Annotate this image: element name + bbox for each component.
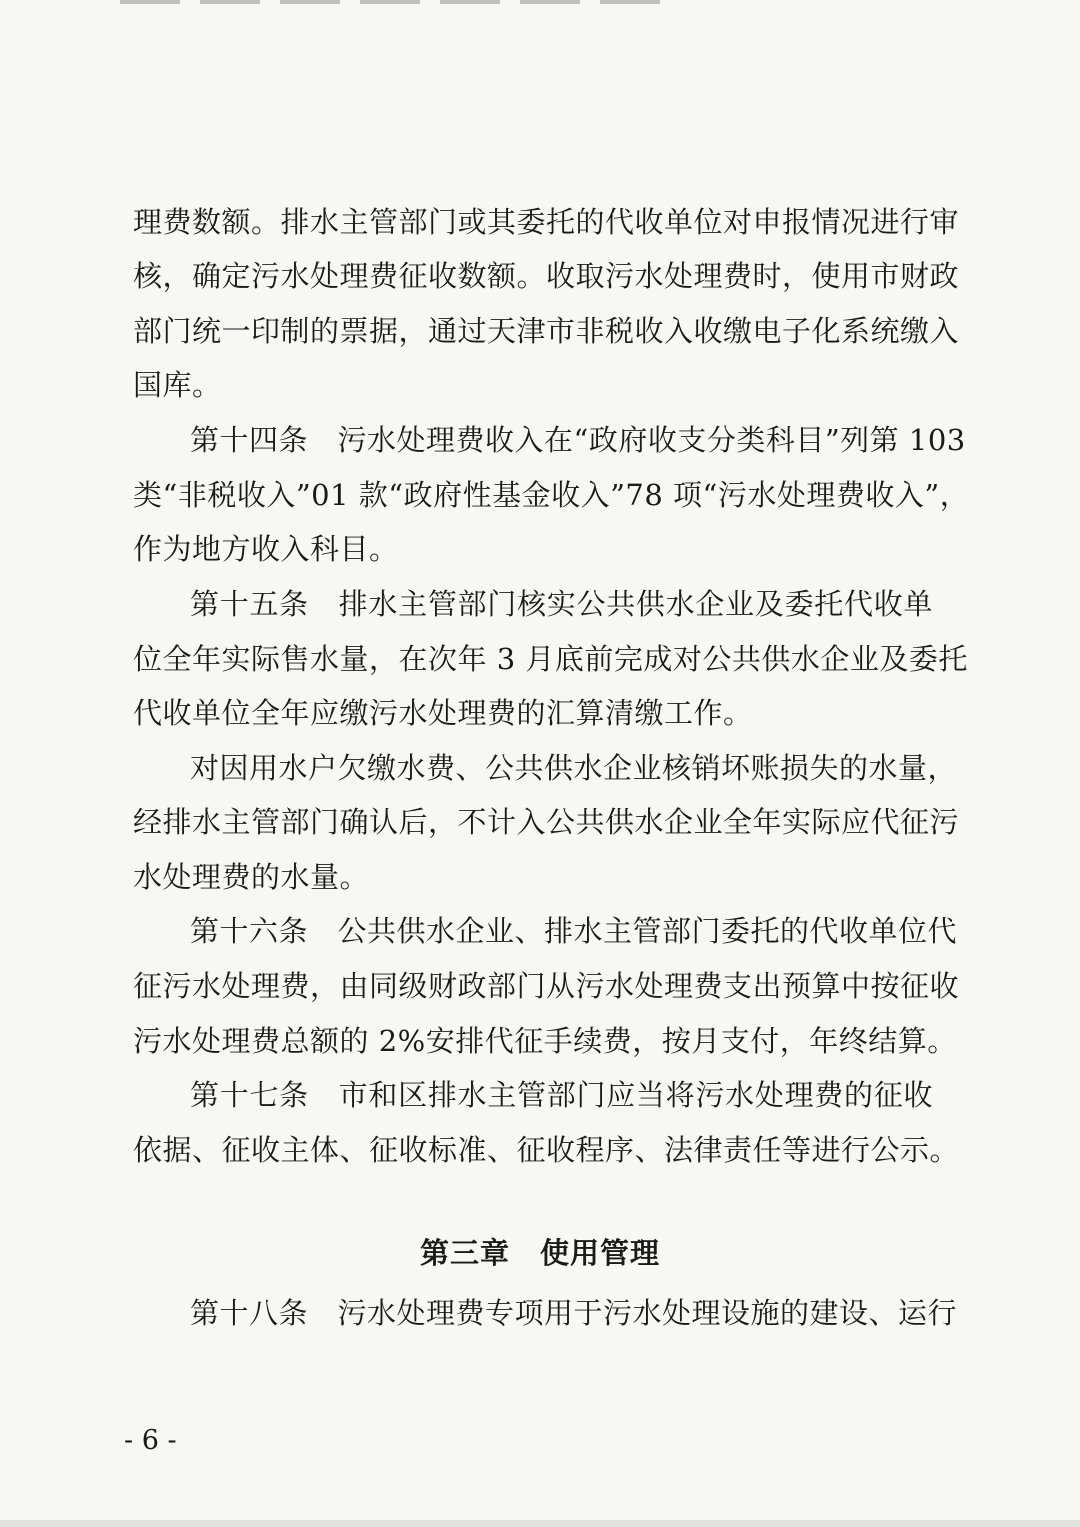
- article-17-line-1: 第十七条 市和区排水主管部门应当将污水处理费的征收: [190, 1078, 933, 1112]
- scan-edge-mark: [120, 0, 680, 4]
- article-16-line-2: 征污水处理费，由同级财政部门从污水处理费支出预算中按征收: [133, 969, 960, 1003]
- article-17-line-2: 依据、征收主体、征收标准、征收程序、法律责任等进行公示。: [133, 1133, 960, 1167]
- article-16-line-1: 第十六条 公共供水企业、排水主管部门委托的代收单位代: [190, 914, 958, 948]
- text-line-1: 理费数额。排水主管部门或其委托的代收单位对申报情况进行审: [133, 205, 960, 239]
- chapter-heading: 第三章 使用管理: [419, 1236, 660, 1270]
- text-line-2: 核，确定污水处理费征收数额。收取污水处理费时，使用市财政: [133, 259, 960, 293]
- article-14-line-1: 第十四条 污水处理费收入在“政府收支分类科目”列第 103: [190, 423, 966, 457]
- article-15-line-1: 第十五条 排水主管部门核实公共供水企业及委托代收单: [190, 587, 933, 621]
- paragraph-line-1: 对因用水户欠缴水费、公共供水企业核销坏账损失的水量，: [190, 751, 958, 785]
- article-16-line-3: 污水处理费总额的 2%安排代征手续费，按月支付，年终结算。: [133, 1024, 957, 1058]
- page-number: - 6 -: [124, 1425, 177, 1456]
- article-18-line-1: 第十八条 污水处理费专项用于污水处理设施的建设、运行: [190, 1296, 958, 1330]
- text-line-3: 部门统一印制的票据，通过天津市非税收入收缴电子化系统缴入: [133, 314, 960, 348]
- text-line-4: 国库。: [133, 368, 222, 402]
- article-14-line-2: 类“非税收入”01 款“政府性基金收入”78 项“污水处理费收入”，: [133, 478, 970, 512]
- paragraph-line-2: 经排水主管部门确认后，不计入公共供水企业全年实际应代征污: [133, 805, 960, 839]
- article-14-line-3: 作为地方收入科目。: [133, 532, 399, 566]
- article-15-line-2: 位全年实际售水量，在次年 3 月底前完成对公共供水企业及委托: [133, 642, 968, 676]
- paragraph-line-3: 水处理费的水量。: [133, 860, 370, 894]
- scan-bottom-edge: [0, 1520, 1080, 1527]
- article-15-line-3: 代收单位全年应缴污水处理费的汇算清缴工作。: [133, 696, 753, 730]
